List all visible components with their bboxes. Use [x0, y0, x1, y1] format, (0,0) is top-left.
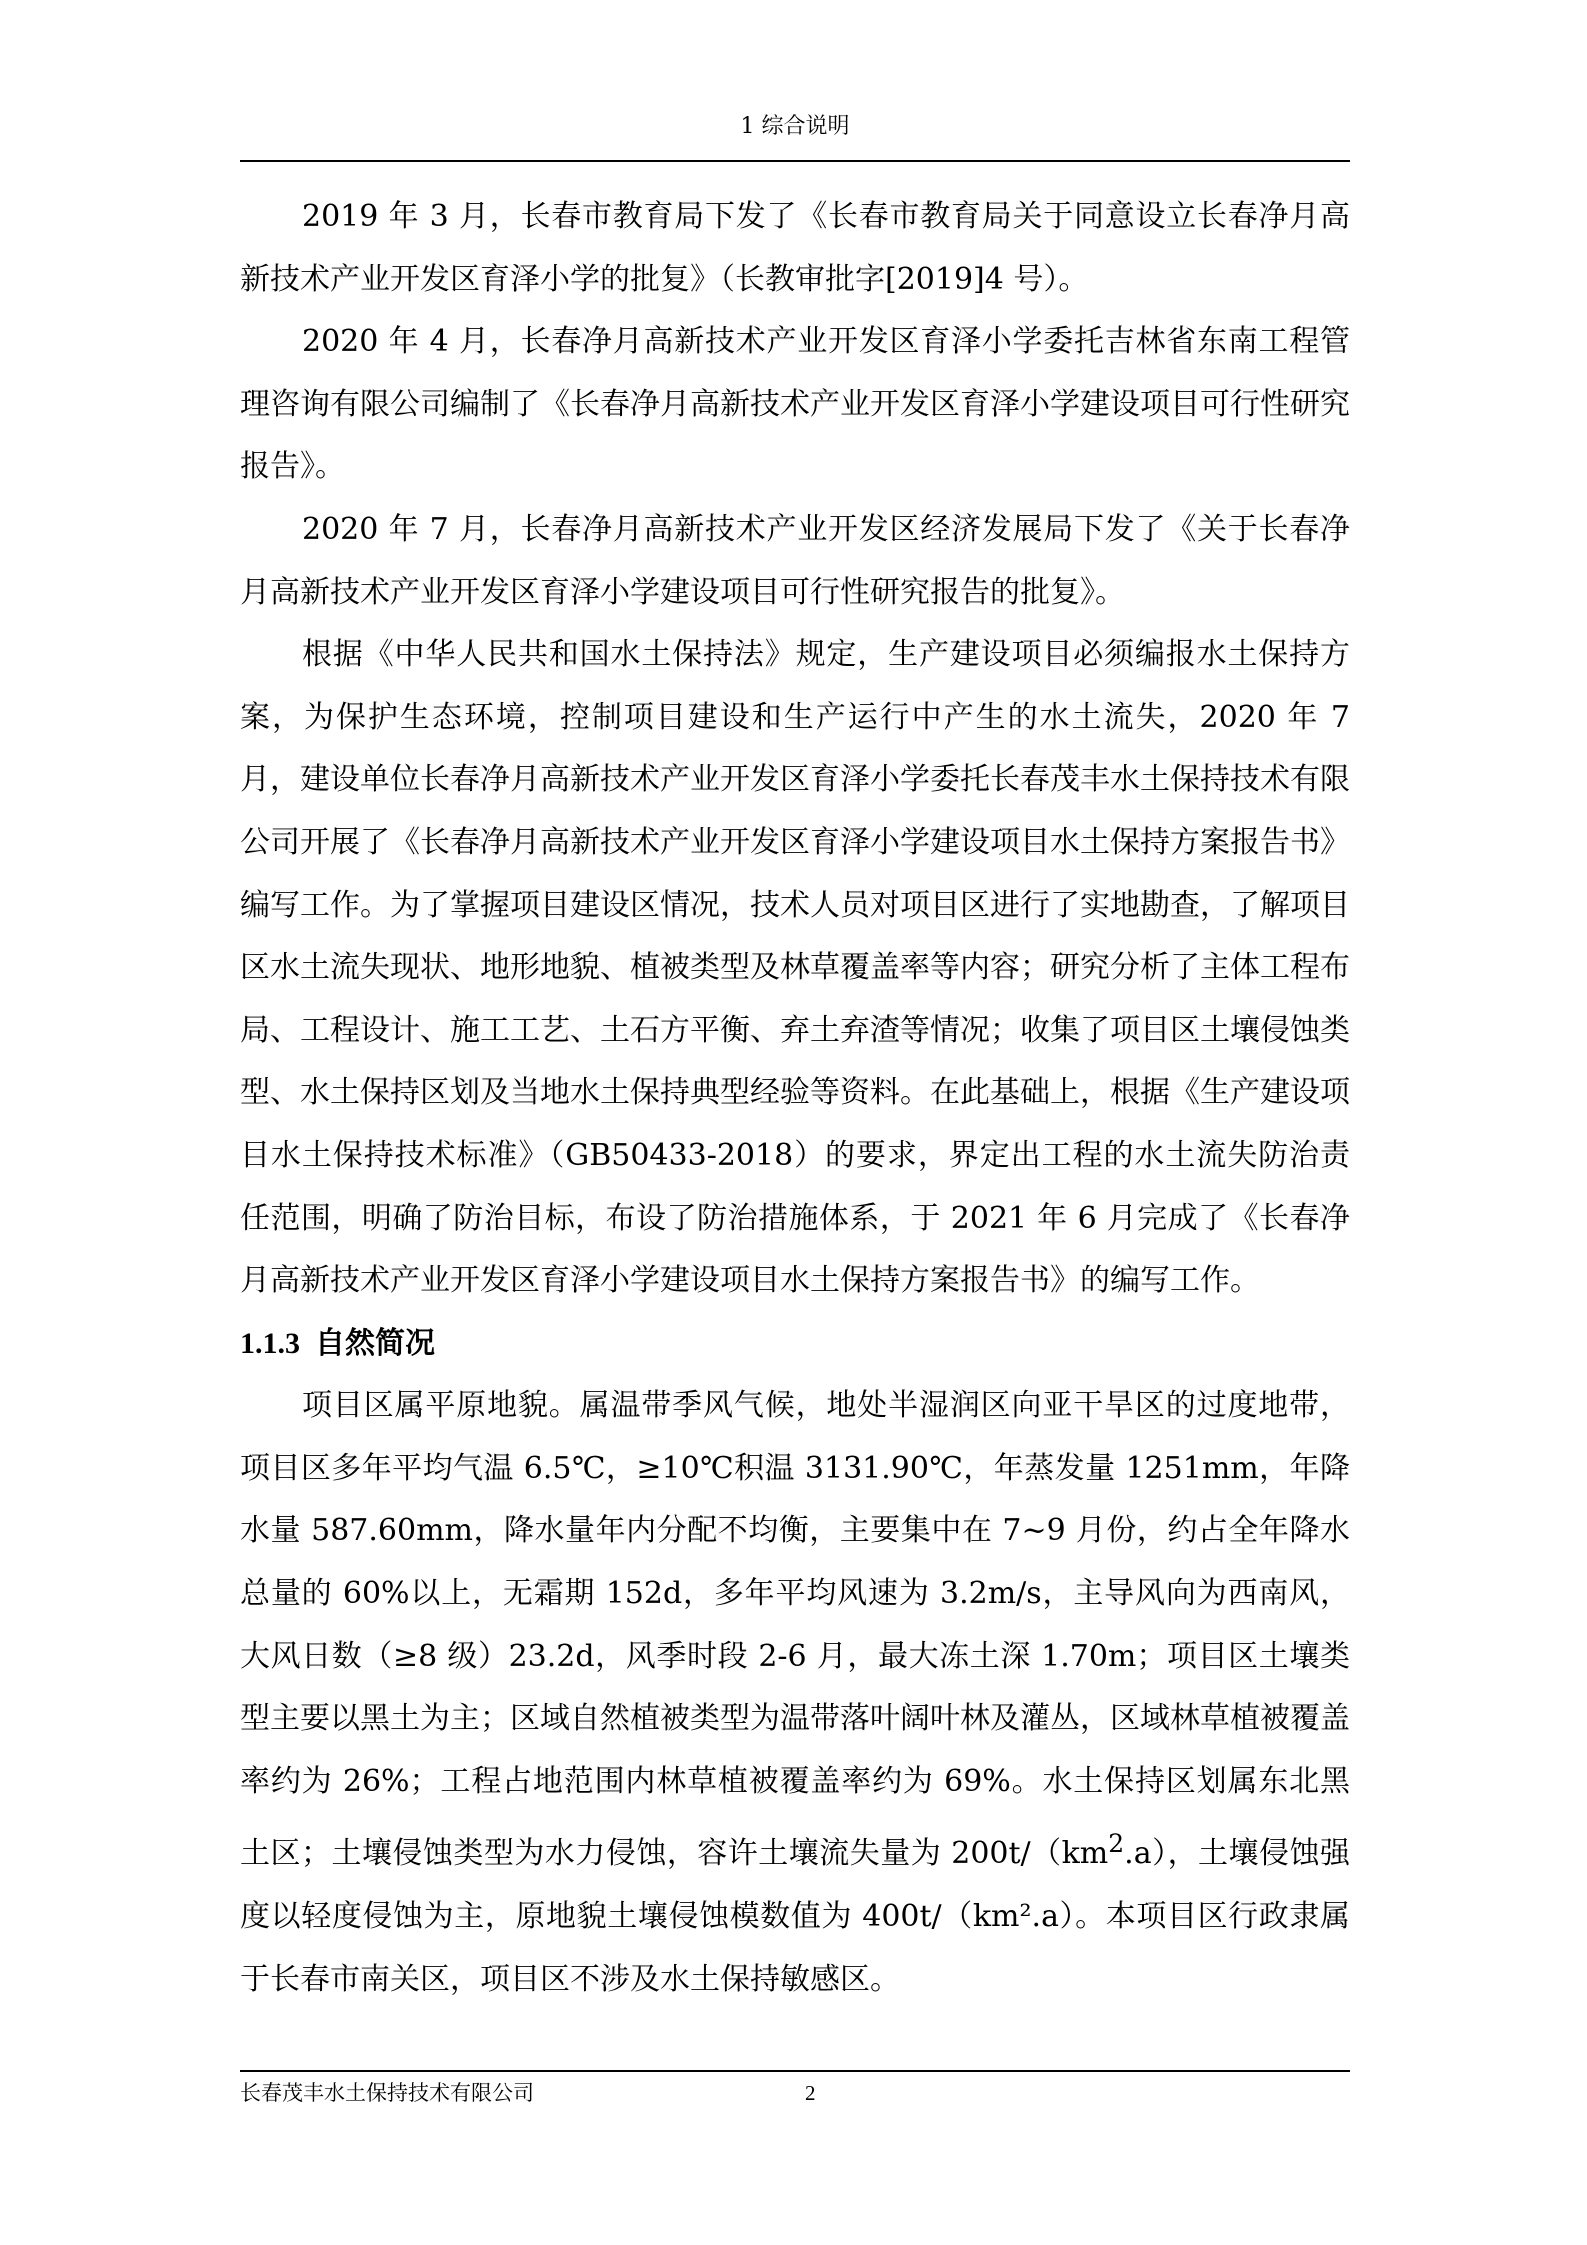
section-number: 1.1.3: [240, 1326, 300, 1360]
section-title: 自然简况: [315, 1326, 435, 1360]
paragraph-soil-conservation-law: 根据《中华人民共和国水土保持法》规定，生产建设项目必须编报水土保持方案，为保护生态环境，控制项目建设和生产运行中产生的水土流失，2020 年 7 月，建设单位长春净月高新技术产业开发区育泽小学委托长春茂丰水土保持技术有限公司开展了《长春净月高新技术产业开发区育泽小学建设项目水土保持方案报告书》编写工作。为了掌握项目建设区情况，技术人员对项目区进行了实地勘查，了解项目区水土流失现状、地形地貌、植被类型及林草覆盖率等内容；研究分析了主体工程布局、工程设计、施工工艺、土石方平衡、弃土弃渣等情况；收集了项目区土壤侵蚀类型、水土保持区划及当地水土保持典型经验等资料。在此基础上，根据《生产建设项目水土保持技术标准》（GB50433-2018）的要求，界定出工程的水土流失防治责任范围，明确了防治目标，布设了防治措施体系，于 2021 年 6 月完成了《长春净月高新技术产业开发区育泽小学建设项目水土保持方案报告书》的编写工作。: [240, 637, 1350, 1299]
footer-page-number: 2: [805, 2081, 816, 2105]
superscript-2: 2: [1108, 1829, 1125, 1859]
header-divider: [240, 160, 1350, 162]
document-body: [240, 186, 1350, 2011]
page-header-title: 1 综合说明: [740, 114, 850, 139]
paragraph-approval-2020-07: 2020 年 7 月，长春净月高新技术产业开发区经济发展局下发了《关于长春净月高新技术产业开发区育泽小学建设项目可行性研究报告的批复》。: [240, 511, 1350, 610]
footer-divider: [240, 2070, 1350, 2072]
natural-text-part1: 项目区属平原地貌。属温带季风气候，地处半湿润区向亚干旱区的过度地带，项目区多年平均气温 6.5℃，≥10℃积温 3131.90℃，年蒸发量 1251mm，年降水量 587.60mm，降水量年内分配不均衡，主要集中在 7~9 月份，约占全年降水总量的 60%以上，无霜期 152d，多年平均风速为 3.2m/s，主导风向为西南风，大风日数（≥8 级）23.2d，风季时段 2-6 月，最大冻土深 1.70m；项目区土壤类型主要以黑土为主；区域自然植被类型为温带落叶阔叶林及灌丛，区域林草植被覆盖率约为 26%；工程占地范围内林草植被覆盖率约为 69%。水土保持区划属东北黑土区；土壤侵蚀类型为水力侵蚀，容许土壤流失量为 200t/（km: [240, 1388, 1350, 1872]
natural-text-part3: .a）。本项目区行政隶属于长春市南关区，项目区不涉及水土保持敏感区。: [240, 1899, 1350, 1997]
footer-company-name: 长春茂丰水土保持技术有限公司: [240, 2081, 534, 2105]
section-heading: [240, 1313, 1350, 1376]
paragraph-natural-conditions: [240, 1375, 1350, 2011]
paragraph-approval-2019: 2019 年 3 月，长春市教育局下发了《长春市教育局关于同意设立长春净月高新技术产业开发区育泽小学的批复》（长教审批字[2019]4 号）。: [240, 199, 1350, 297]
natural-text-part2: .a），土壤侵蚀强度以轻度侵蚀为主，原地貌土壤侵蚀模数值为 400t/（km²: [240, 1836, 1351, 1935]
paragraph-feasibility-2020-04: 2020 年 4 月，长春净月高新技术产业开发区育泽小学委托吉林省东南工程管理咨询有限公司编制了《长春净月高新技术产业开发区育泽小学建设项目可行性研究报告》。: [240, 324, 1350, 485]
